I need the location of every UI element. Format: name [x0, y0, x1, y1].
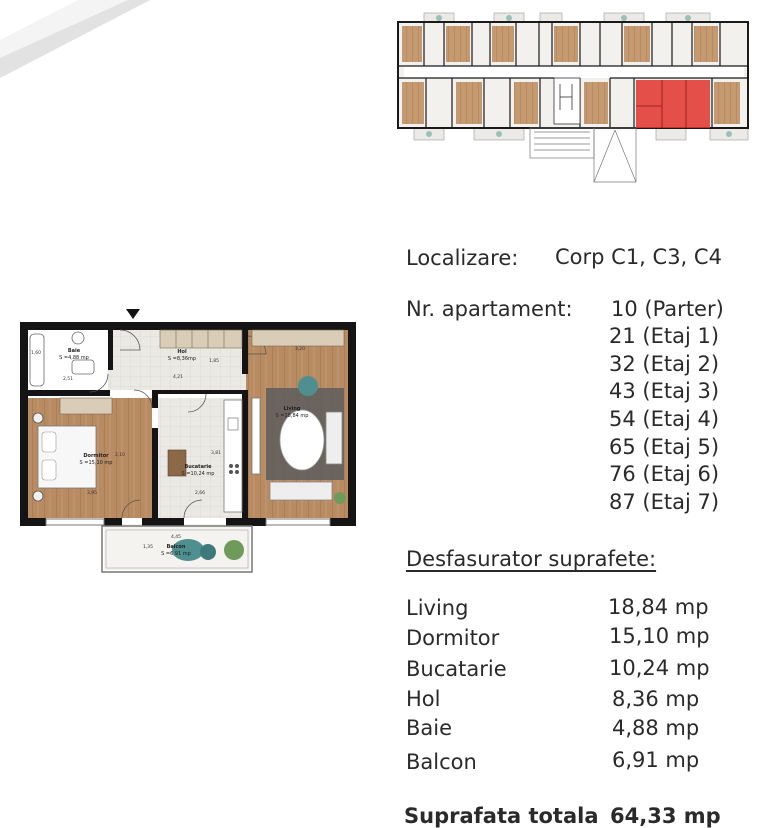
plan-room-area-living: S =18,84 mp: [275, 413, 309, 419]
location-label: Localizare:: [406, 246, 519, 270]
plan-room-area-hol: S =8,36mp: [167, 356, 197, 362]
surface-name: Living: [406, 596, 469, 620]
surface-name: Hol: [406, 687, 441, 711]
apartment-number: 76 (Etaj 6): [609, 462, 720, 486]
total-surface-value: 64,33 mp: [610, 804, 721, 828]
apartment-number: 65 (Etaj 5): [609, 435, 720, 459]
plan-room-name-living: Living: [283, 406, 301, 412]
surface-name: Bucatarie: [406, 657, 507, 681]
total-surface-label: Suprafata totala: [404, 804, 599, 828]
plan-dim: 1,35: [142, 545, 154, 550]
surface-area: 18,84 mp: [608, 595, 709, 619]
apartment-number: 87 (Etaj 7): [609, 490, 720, 514]
apartment-number: 32 (Etaj 2): [609, 352, 720, 376]
surface-area: 10,24 mp: [609, 656, 710, 680]
plan-dim: 2,51: [62, 377, 74, 382]
plan-room-area-bucatarie: S =10,24 mp: [181, 471, 215, 477]
plan-dim: 4,45: [170, 535, 182, 540]
plan-room-name-hol: Hol: [177, 349, 187, 355]
plan-dim: 3,81: [210, 451, 222, 456]
plan-room-area-dormitor: S =15,10 mp: [79, 460, 113, 466]
surface-name: Dormitor: [406, 626, 500, 650]
surface-area: 15,10 mp: [609, 624, 710, 648]
plan-dim: 2,66: [194, 491, 206, 496]
apartment-number: 43 (Etaj 3): [609, 379, 720, 403]
plan-room-area-baie: S =4,88 mp: [59, 355, 89, 361]
surface-name: Balcon: [406, 750, 477, 774]
apartment-number: 54 (Etaj 4): [609, 407, 720, 431]
surface-area: 8,36 mp: [612, 687, 700, 711]
apartment-number: 10 (Parter): [611, 297, 724, 321]
plan-room-name-dormitor: Dormitor: [83, 453, 109, 459]
plan-dim: 4,21: [172, 375, 184, 380]
plan-room-name-baie: Baie: [67, 348, 81, 354]
surface-area: 4,88 mp: [612, 716, 700, 740]
surface-area: 6,91 mp: [612, 748, 700, 772]
location-value: Corp C1, C3, C4: [555, 245, 722, 269]
apartment-number: 21 (Etaj 1): [609, 324, 720, 348]
plan-room-area-balcon: S =6,91 mp: [161, 551, 191, 557]
plan-dim: 1,85: [208, 359, 220, 364]
surfaces-heading: Desfasurator suprafete:: [406, 547, 657, 571]
plan-room-name-balcon: Balcon: [166, 544, 186, 550]
plan-dim: 3,20: [294, 347, 306, 352]
apartment-number-label: Nr. apartament:: [406, 297, 573, 321]
plan-dim: 1,60: [30, 351, 42, 356]
plan-room-name-bucatarie: Bucatarie: [184, 464, 212, 470]
plan-dim: 3,95: [86, 491, 98, 496]
plan-dim: 2,10: [114, 453, 126, 458]
surface-name: Baie: [406, 716, 453, 740]
